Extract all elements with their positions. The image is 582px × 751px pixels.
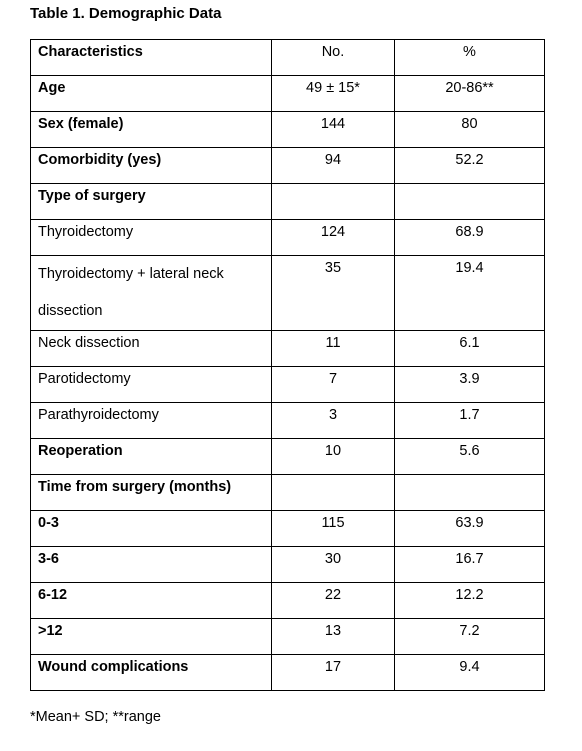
row-no: 10 bbox=[272, 439, 395, 475]
table-row bbox=[31, 475, 545, 511]
row-percent: 12.2 bbox=[395, 583, 545, 619]
table-row bbox=[31, 367, 545, 403]
row-no bbox=[272, 475, 395, 511]
demographic-table bbox=[30, 39, 545, 691]
table-row bbox=[31, 655, 545, 691]
row-percent: 5.6 bbox=[395, 439, 545, 475]
row-percent: 63.9 bbox=[395, 511, 545, 547]
row-percent: 3.9 bbox=[395, 367, 545, 403]
row-no: 144 bbox=[272, 112, 395, 148]
table-row bbox=[31, 583, 545, 619]
row-label: Type of surgery bbox=[31, 184, 272, 220]
row-label: 6-12 bbox=[31, 583, 272, 619]
row-no: 115 bbox=[272, 511, 395, 547]
row-label: Thyroidectomy bbox=[31, 220, 272, 256]
row-no: 7 bbox=[272, 367, 395, 403]
table-row bbox=[31, 184, 545, 220]
row-label: >12 bbox=[31, 619, 272, 655]
row-no: 17 bbox=[272, 655, 395, 691]
table-row bbox=[31, 256, 545, 331]
row-label: Age bbox=[31, 76, 272, 112]
row-percent: 52.2 bbox=[395, 148, 545, 184]
table-caption: Table 1. Demographic Data bbox=[30, 5, 222, 22]
row-percent: 68.9 bbox=[395, 220, 545, 256]
row-no: 11 bbox=[272, 331, 395, 367]
row-label: Neck dissection bbox=[31, 331, 272, 367]
table-row bbox=[31, 331, 545, 367]
row-percent: 19.4 bbox=[395, 256, 545, 331]
row-percent: 6.1 bbox=[395, 331, 545, 367]
header-characteristics: Characteristics bbox=[31, 40, 272, 76]
row-no bbox=[272, 184, 395, 220]
table-header-row bbox=[31, 40, 545, 76]
row-no: 22 bbox=[272, 583, 395, 619]
row-label: 0-3 bbox=[31, 511, 272, 547]
row-percent: 16.7 bbox=[395, 547, 545, 583]
row-no: 124 bbox=[272, 220, 395, 256]
table-row bbox=[31, 76, 545, 112]
row-percent bbox=[395, 184, 545, 220]
table-row bbox=[31, 439, 545, 475]
table-row bbox=[31, 112, 545, 148]
row-percent: 1.7 bbox=[395, 403, 545, 439]
table-footnote: *Mean+ SD; **range bbox=[30, 709, 161, 725]
row-percent bbox=[395, 475, 545, 511]
row-label: Comorbidity (yes) bbox=[31, 148, 272, 184]
row-percent: 7.2 bbox=[395, 619, 545, 655]
row-label: Thyroidectomy + lateral neck dissection bbox=[31, 256, 272, 331]
table-row bbox=[31, 619, 545, 655]
header-no: No. bbox=[272, 40, 395, 76]
row-percent: 80 bbox=[395, 112, 545, 148]
row-label: Parotidectomy bbox=[31, 367, 272, 403]
row-label: Time from surgery (months) bbox=[31, 475, 272, 511]
row-no: 13 bbox=[272, 619, 395, 655]
header-percent: % bbox=[395, 40, 545, 76]
table-row bbox=[31, 403, 545, 439]
row-label: Reoperation bbox=[31, 439, 272, 475]
table-row bbox=[31, 511, 545, 547]
row-label: Sex (female) bbox=[31, 112, 272, 148]
row-label: Wound complications bbox=[31, 655, 272, 691]
table-row bbox=[31, 547, 545, 583]
row-percent: 9.4 bbox=[395, 655, 545, 691]
row-no: 49 ± 15* bbox=[272, 76, 395, 112]
row-label: 3-6 bbox=[31, 547, 272, 583]
row-no: 30 bbox=[272, 547, 395, 583]
row-no: 3 bbox=[272, 403, 395, 439]
row-label: Parathyroidectomy bbox=[31, 403, 272, 439]
table-row bbox=[31, 148, 545, 184]
table-row bbox=[31, 220, 545, 256]
row-no: 94 bbox=[272, 148, 395, 184]
row-percent: 20-86** bbox=[395, 76, 545, 112]
row-no: 35 bbox=[272, 256, 395, 331]
